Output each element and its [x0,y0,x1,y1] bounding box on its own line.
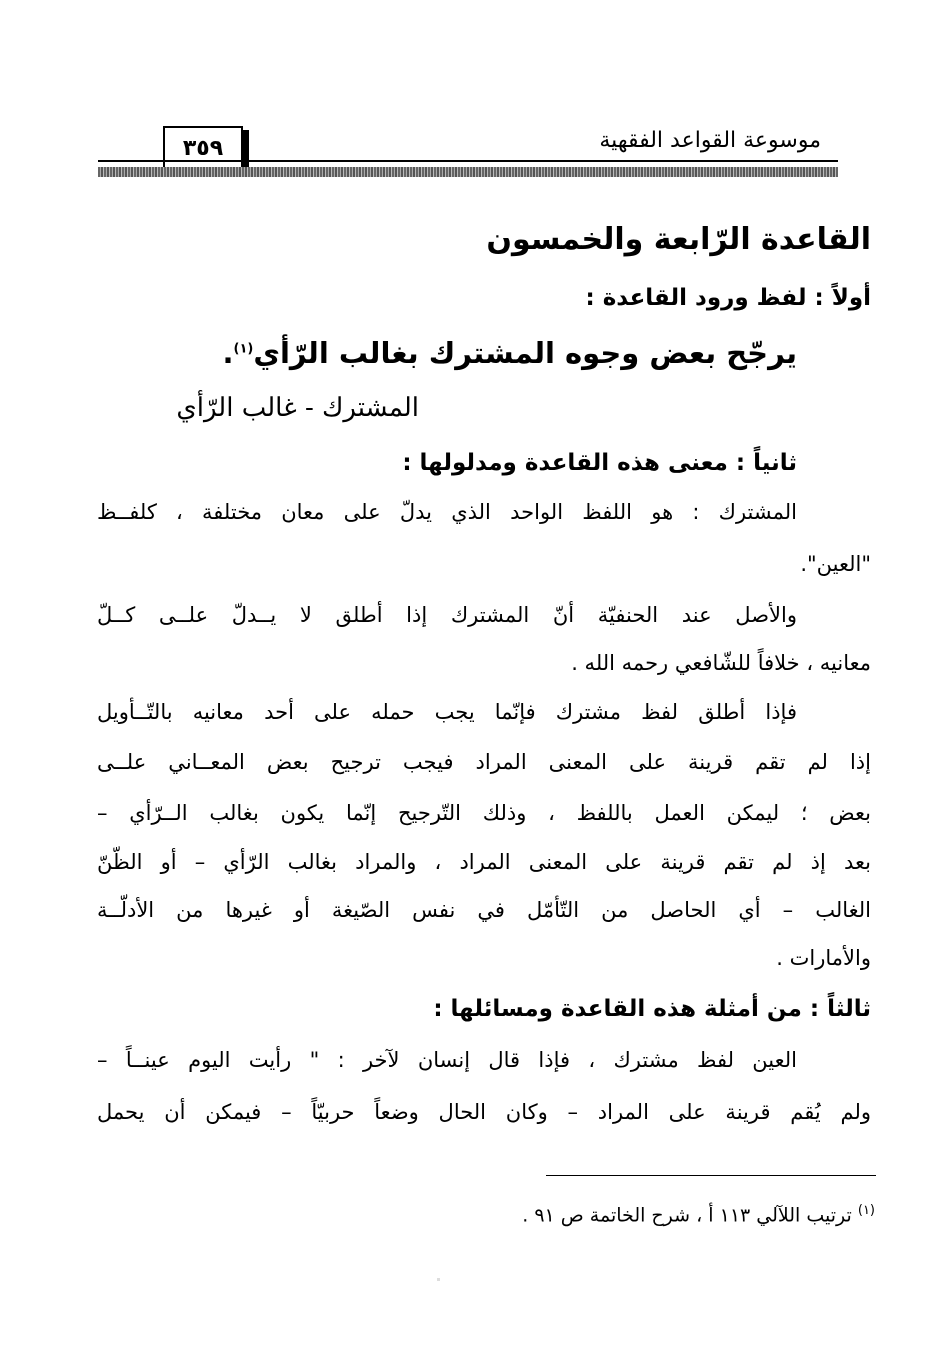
footnote-text: ترتيب اللآلي ١١٣ أ ، شرح الخاتمة ص ٩١ . [522,1204,852,1227]
page-number-box-shadow [243,130,249,172]
footnote-ref: (١) [233,341,254,357]
header-rule [98,160,838,162]
paragraph-line: معانيه ، خلافاً للشّافعي رحمه الله . [571,651,871,675]
scan-speck [437,1278,440,1281]
paragraph-line: بعد إذ لم تقم قرينة على المعنى المراد ، والمراد بغالب الرّأي – أو الظّنّ [97,850,871,874]
page-number-box [163,126,243,170]
paragraph-line: العين لفظ مشترك ، فإذا قال إنسان لآخر : " رأيت اليوم عينــاً – [97,1048,797,1072]
paragraph-line: إذا لم تقم قرينة على المعنى المراد فيجب ترجيح بعض المعــاني علــى [97,750,871,774]
paragraph-line: والأصل عند الحنفيّة أنّ المشترك إذا أطلق لا يــدلّ علــى كــلّ [97,603,797,627]
header-band [98,167,838,177]
paragraph-line: والأمارات . [776,946,871,970]
keywords: المشترك - غالب الرّأي [176,393,419,423]
paragraph-line: ولم يُقم قرينة على المراد – وكان الحال وضعاً حربيّاً – فيمكن أن يحمل [97,1100,871,1124]
rule-statement-end: . [222,336,234,370]
paragraph-line: بعض ؛ ليمكن العمل باللفظ ، وذلك التّرجيح إنّما يكون بغالب الــرّأي – [97,801,871,825]
section-3-title: ثالثاً : من أمثلة هذه القاعدة ومسائلها : [433,996,871,1022]
rule-statement [223,336,798,370]
paragraph-line: "العين". [800,552,871,576]
footnote-marker: (١) [857,1203,875,1218]
section-1-title: أولاً : لفظ ورود القاعدة : [585,285,871,311]
rule-heading: القاعدة الرّابعة والخمسون [486,222,871,257]
page-number: ٣٥٩ [182,135,224,161]
rule-statement-text: يرجّح بعض وجوه المشترك بغالب الرّأي [253,336,797,370]
paragraph-line: فإذا أطلق لفظ مشترك فإنّما يجب حمله على أحد معانيه بالتّــأويل [97,700,797,724]
paragraph-line: الغالب – أي الحاصل من التّأمّل في نفس الصّيغة أو غيرها من الأدلّــة [97,898,871,922]
footnote-rule [546,1175,876,1176]
footnote [522,1203,875,1226]
section-2-title: ثانياً : معنى هذه القاعدة ومدلولها : [402,450,797,476]
running-header-title: موسوعة القواعد الفقهية [599,128,821,153]
paragraph-line: المشترك : هو اللفظ الواحد الذي يدلّ على معان مختلفة ، كلفــظ [97,500,797,524]
